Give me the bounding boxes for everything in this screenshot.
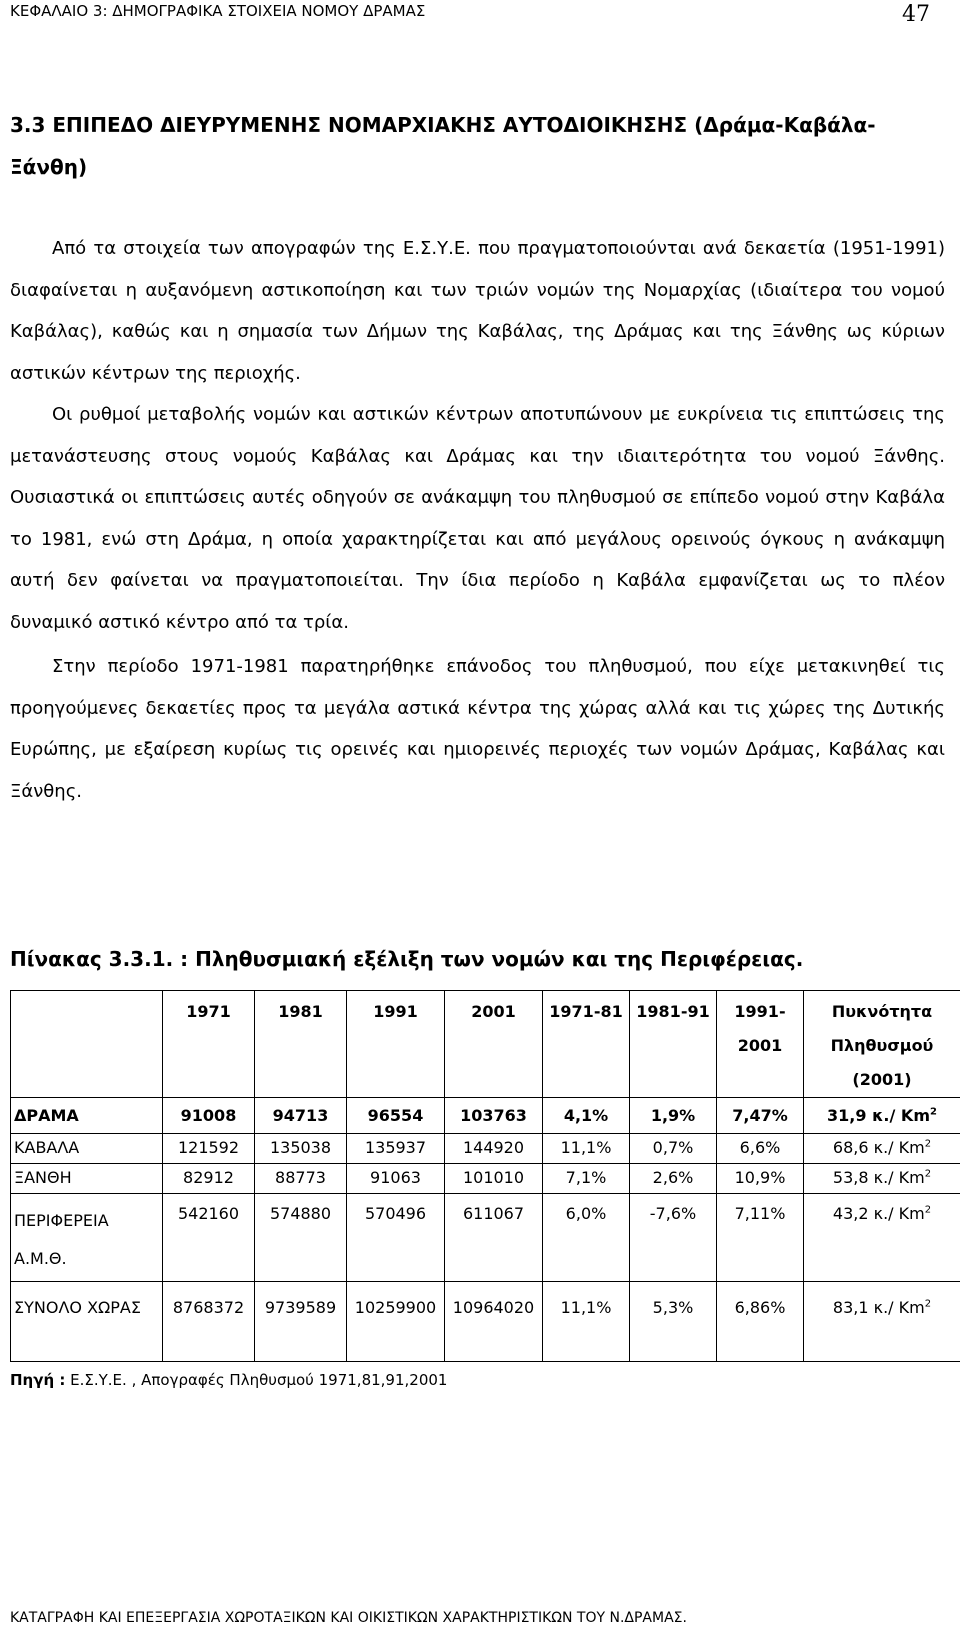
cell: 96554 <box>347 1098 445 1134</box>
row-name: ΔΡΑΜΑ <box>11 1098 163 1134</box>
table-row <box>11 1164 960 1194</box>
cell: 7,1% <box>543 1164 630 1194</box>
cell: 4,1% <box>543 1098 630 1134</box>
cell: 82912 <box>163 1164 255 1194</box>
row-name: ΞΑΝΘΗ <box>11 1164 163 1194</box>
cell: 542160 <box>163 1194 255 1282</box>
density-sup: 2 <box>924 1204 932 1216</box>
cell: 2,6% <box>630 1164 717 1194</box>
header-cell: 1981 <box>255 991 347 1098</box>
source-text: Ε.Σ.Υ.Ε. , Απογραφές Πληθυσμού 1971,81,91,2001 <box>65 1371 448 1389</box>
paragraph: Από τα στοιχεία των απογραφών της Ε.Σ.Υ.Ε. που πραγματοποιούνται ανά δεκαετία (1951-1991) διαφαίνεται η αυξανόμενη αστικοποίηση και των τριών νομών της Νομαρχίας (ιδιαίτερα του νομού Καβάλας), καθώς και η σημασία των Δήμων της Καβάλας, της Δράμας και της Ξάνθης ως κύριων αστικών κέντρων της περιοχής. <box>10 238 945 384</box>
cell: 121592 <box>163 1134 255 1164</box>
cell: 144920 <box>445 1134 543 1164</box>
header-cell: 1991 <box>347 991 445 1098</box>
population-table <box>10 990 960 1362</box>
cell: 9739589 <box>255 1282 347 1362</box>
cell: 1,9% <box>630 1098 717 1134</box>
cell: 91008 <box>163 1098 255 1134</box>
density-sup: 2 <box>924 1138 932 1150</box>
header-cell: 1991-2001 <box>717 991 804 1098</box>
cell: 611067 <box>445 1194 543 1282</box>
source-label: Πηγή : <box>10 1371 66 1389</box>
cell: 6,0% <box>543 1194 630 1282</box>
density-sup: 2 <box>930 1106 937 1118</box>
density-value: 43,2 κ./ Km <box>832 1204 925 1223</box>
cell: 101010 <box>445 1164 543 1194</box>
cell: 135038 <box>255 1134 347 1164</box>
cell: 0,7% <box>630 1134 717 1164</box>
cell: 5,3% <box>630 1282 717 1362</box>
header-cell: 1971-81 <box>543 991 630 1098</box>
table-source <box>10 1371 447 1389</box>
table-title: Πίνακας 3.3.1. : Πληθυσμιακή εξέλιξη των νομών και της Περιφέρειας. <box>10 947 804 971</box>
cell: 94713 <box>255 1098 347 1134</box>
density-cell <box>804 1164 960 1194</box>
header-cell: Πυκνότητα Πληθυσμού (2001) <box>804 991 960 1098</box>
cell: 11,1% <box>543 1134 630 1164</box>
row-name: ΣΥΝΟΛΟ ΧΩΡΑΣ <box>11 1282 163 1362</box>
table-row <box>11 1098 960 1134</box>
page-number: 47 <box>902 2 930 27</box>
header-cell <box>11 991 163 1098</box>
paragraph: Οι ρυθμοί μεταβολής νομών και αστικών κέντρων αποτυπώνουν με ευκρίνεια τις επιπτώσεις της μετανάστευσης στους νομούς Καβάλας και Δράμας και την ιδιαιτερότητα του νομού Ξάνθης. Ουσιαστικά οι επιπτώσεις αυτές οδηγούν σε ανάκαμψη του πληθυσμού σε επίπεδο νομού στην Καβάλα το 1981, ενώ στη Δράμα, η οποία χαρακτηρίζεται και από μεγάλους ορεινούς όγκους η ανάκαμψη αυτή δεν φαίνεται να πραγματοποιείται. Την ίδια περίοδο η Καβάλα εμφανίζεται ως το πλέον δυναμικό αστικό κέντρο από τα τρία. <box>10 404 945 633</box>
density-sup: 2 <box>924 1298 932 1310</box>
density-cell <box>804 1282 960 1362</box>
row-name: ΠΕΡΙΦΕΡΕΙΑ Α.Μ.Θ. <box>11 1194 163 1282</box>
cell: 10,9% <box>717 1164 804 1194</box>
density-value: 53,8 κ./ Km <box>832 1168 925 1187</box>
density-cell <box>804 1098 960 1134</box>
cell: 574880 <box>255 1194 347 1282</box>
header-cell: 1971 <box>163 991 255 1098</box>
cell: 8768372 <box>163 1282 255 1362</box>
table-row <box>11 1282 960 1362</box>
cell: 103763 <box>445 1098 543 1134</box>
cell: 7,47% <box>717 1098 804 1134</box>
density-value: 83,1 κ./ Km <box>832 1298 925 1317</box>
row-name: ΚΑΒΑΛΑ <box>11 1134 163 1164</box>
paragraph: Στην περίοδο 1971-1981 παρατηρήθηκε επάνοδος του πληθυσμού, που είχε μετακινηθεί τις προηγούμενες δεκαετίες προς τα μεγάλα αστικά κέντρα της χώρας αλλά και τις χώρες της Δυτικής Ευρώπης, με εξαίρεση κυρίως τις ορεινές και ημιορεινές περιοχές των νομών Δράμας, Καβάλας και Ξάνθης. <box>10 656 945 802</box>
cell: 135937 <box>347 1134 445 1164</box>
cell: 91063 <box>347 1164 445 1194</box>
chapter-header: ΚΕΦΑΛΑΙΟ 3: ΔΗΜΟΓΡΑΦΙΚΑ ΣΤΟΙΧΕΙΑ ΝΟΜΟΥ ΔΡΑΜΑΣ <box>10 2 426 20</box>
section-title: 3.3 ΕΠΙΠΕΔΟ ΔΙΕΥΡΥΜΕΝΗΣ ΝΟΜΑΡΧΙΑΚΗΣ ΑΥΤΟΔΙΟΙΚΗΣΗΣ (Δράμα-Καβάλα-Ξάνθη) <box>10 113 876 179</box>
body-text <box>10 228 945 812</box>
density-value: 68,6 κ./ Km <box>832 1138 925 1157</box>
cell: 6,86% <box>717 1282 804 1362</box>
cell: 6,6% <box>717 1134 804 1164</box>
cell: 7,11% <box>717 1194 804 1282</box>
density-value: 31,9 κ./ Km <box>827 1106 930 1125</box>
cell: 570496 <box>347 1194 445 1282</box>
cell: 88773 <box>255 1164 347 1194</box>
density-cell <box>804 1194 960 1282</box>
density-cell <box>804 1134 960 1164</box>
table-header-row <box>11 991 960 1098</box>
header-cell: 1981-91 <box>630 991 717 1098</box>
density-sup: 2 <box>924 1168 932 1180</box>
page-footer: ΚΑΤΑΓΡΑΦΗ ΚΑΙ ΕΠΕΞΕΡΓΑΣΙΑ ΧΩΡΟΤΑΞΙΚΩΝ ΚΑΙ ΟΙΚΙΣΤΙΚΩΝ ΧΑΡΑΚΤΗΡΙΣΤΙΚΩΝ ΤΟΥ Ν.ΔΡΑΜΑΣ. <box>10 1610 687 1626</box>
table-row <box>11 1194 960 1282</box>
cell: 10259900 <box>347 1282 445 1362</box>
cell: 11,1% <box>543 1282 630 1362</box>
header-cell: 2001 <box>445 991 543 1098</box>
table-row <box>11 1134 960 1164</box>
cell: -7,6% <box>630 1194 717 1282</box>
cell: 10964020 <box>445 1282 543 1362</box>
